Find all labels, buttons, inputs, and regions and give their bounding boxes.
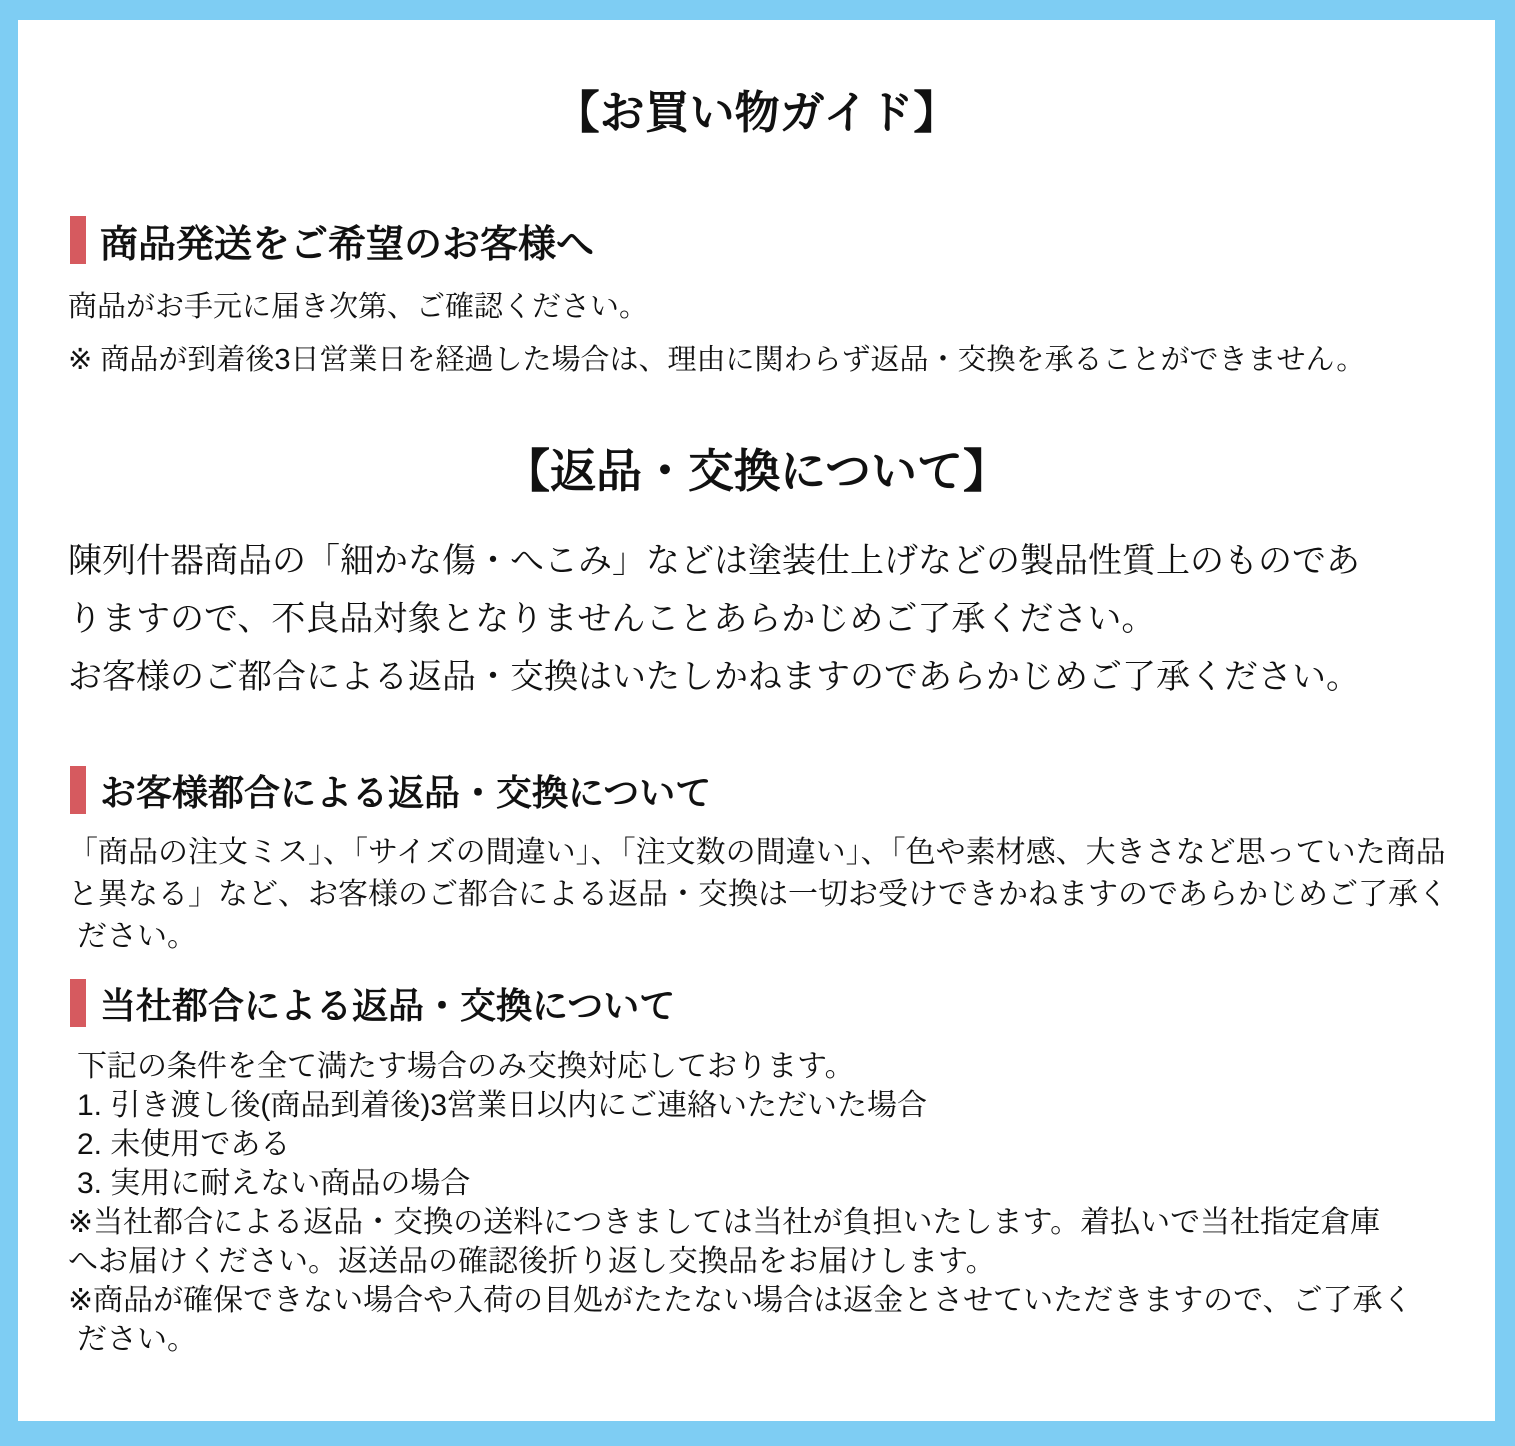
text-line: へお届けください。返送品の確認後折り返し交換品をお届けします。 xyxy=(68,1245,996,1278)
text-line: ださい。 xyxy=(77,1323,197,1356)
text-line: ※当社都合による返品・交換の送料につきましては当社が負担いたします。着払いで当社指定倉庫 xyxy=(68,1206,1381,1239)
section-heading-company-returns xyxy=(70,978,675,1028)
text-line: 1. 引き渡し後(商品到着後)3営業日以内にご連絡いただいた場合 xyxy=(77,1089,928,1122)
customer-returns-notes xyxy=(68,832,1475,958)
section-heading-company-returns-label: 当社都合による返品・交換について xyxy=(100,984,676,1026)
page-title: 【お買い物ガイド】 xyxy=(554,87,959,138)
text-line: 陳列什器商品の「細かな傷・へこみ」などは塗装仕上げなどの製品性質上のものであ xyxy=(68,542,1360,580)
text-line: お客様のご都合による返品・交換はいたしかねますのであらかじめご了承ください。 xyxy=(68,658,1360,696)
text-line: 「商品の注文ミス」、「サイズの間違い」、「注文数の間違い」、「色や素材感、大きさなど思っていた商品 xyxy=(68,836,1446,869)
section-heading-shipping xyxy=(70,215,594,265)
text-line: 2. 未使用である xyxy=(77,1128,291,1161)
text-line: ※商品が確保できない場合や入荷の目処がたたない場合は返金とさせていただきますので、ご了承く xyxy=(68,1284,1413,1317)
accent-bar xyxy=(70,766,86,814)
text-line: ※ 商品が到着後3日営業日を経過した場合は、理由に関わらず返品・交換を承ることができません。 xyxy=(68,344,1366,376)
text-line: りますので、不良品対象となりませんことあらかじめご了承ください。 xyxy=(68,600,1156,638)
section-heading-customer-returns-label: お客様都合による返品・交換について xyxy=(100,771,712,813)
returns-intro xyxy=(68,532,1475,706)
section-heading-customer-returns xyxy=(70,765,711,815)
shipping-notes xyxy=(68,281,1475,387)
text-line: 下記の条件を全て満たす場合のみ交換対応しております。 xyxy=(77,1050,855,1083)
text-line: ださい。 xyxy=(77,920,197,953)
accent-bar xyxy=(70,979,86,1027)
company-returns-notes xyxy=(68,1047,1475,1359)
accent-bar xyxy=(70,216,86,264)
section-heading-shipping-label: 商品発送をご希望のお客様へ xyxy=(100,223,595,266)
content-panel xyxy=(18,20,1495,1421)
text-line: と異なる」など、お客様のご都合による返品・交換は一切お受けできかねますのであらかじめご了承く xyxy=(68,878,1448,911)
text-line: 商品がお手元に届き次第、ご確認ください。 xyxy=(68,291,649,323)
returns-title: 【返品・交換について】 xyxy=(503,445,1010,497)
text-line: 3. 実用に耐えない商品の場合 xyxy=(77,1167,471,1200)
